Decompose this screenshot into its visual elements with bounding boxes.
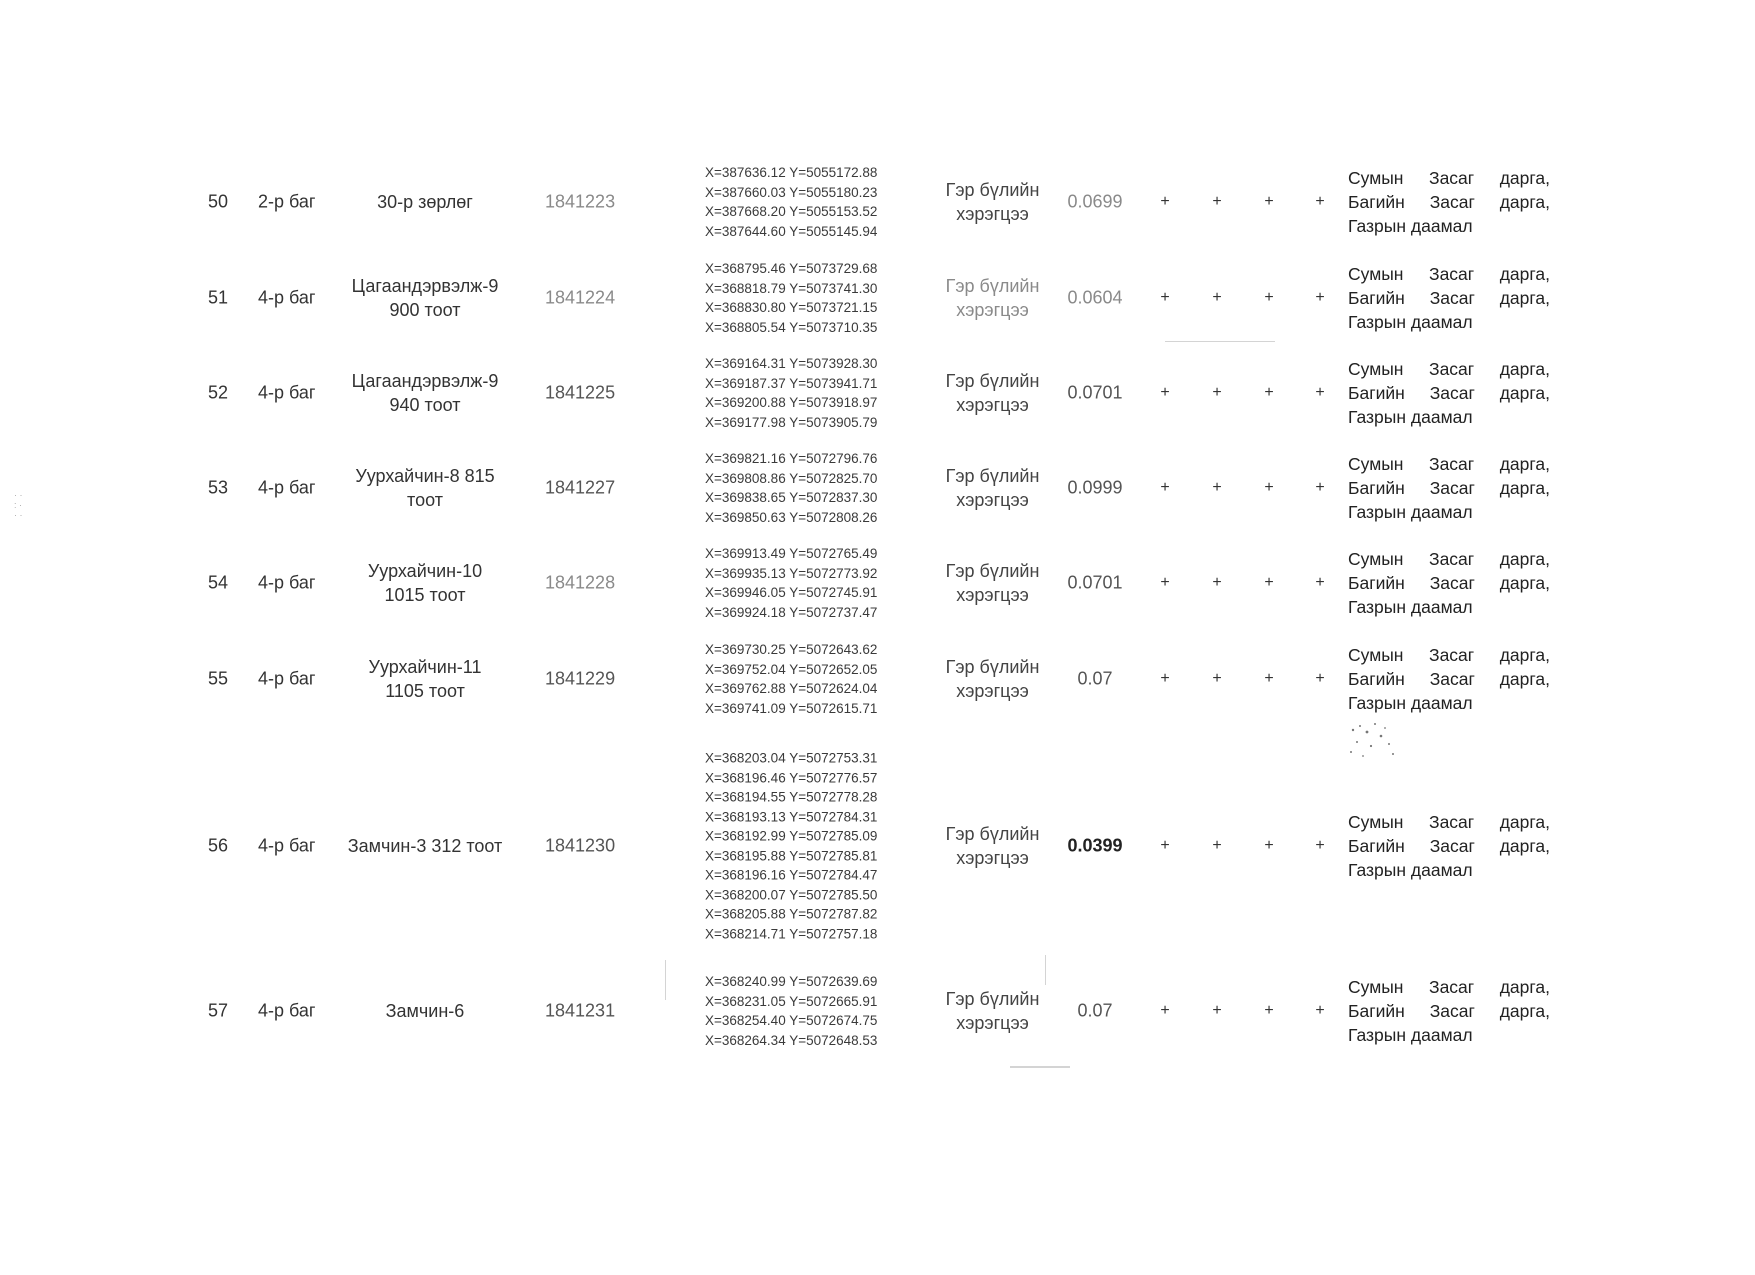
official-word: Сумын: [1348, 168, 1404, 188]
official-word: Газрын даамал: [1348, 312, 1473, 332]
responsible-officials: [1348, 810, 1550, 882]
official-word: Засаг: [1429, 812, 1475, 832]
coordinate-pair: X=368264.34 Y=5072648.53: [705, 1032, 878, 1048]
official-line: [1348, 166, 1550, 190]
official-line: [1348, 190, 1550, 214]
purpose-line: хэрэгцээ: [956, 204, 1029, 224]
official-word: Засаг: [1429, 288, 1475, 308]
land-purpose: [930, 559, 1055, 607]
scan-line-artifact: [1045, 955, 1046, 985]
parcel-id: 1841227: [545, 477, 616, 498]
official-word: Сумын: [1348, 977, 1404, 997]
coordinates-list: [705, 259, 915, 337]
purpose-line: Гэр бүлийн: [945, 180, 1040, 200]
official-word: дарга,: [1499, 573, 1550, 593]
coordinate-pair: X=369762.88 Y=5072624.04: [705, 681, 878, 696]
coordinate-pair: X=387660.03 Y=5055180.23: [705, 184, 878, 200]
coordinates-list: [705, 972, 915, 1050]
area-hectares: 0.0399: [1067, 835, 1123, 856]
official-line: [1348, 571, 1550, 595]
purpose-line: Гэр бүлийн: [945, 561, 1040, 581]
official-word: Багийн: [1348, 288, 1405, 308]
approval-mark: +: [1264, 670, 1274, 687]
area-hectares: 0.0701: [1067, 572, 1123, 593]
approval-mark: +: [1264, 193, 1274, 210]
official-word: дарга,: [1499, 836, 1550, 856]
parcel-id: 1841228: [545, 572, 616, 593]
address-line: Замчин-6: [385, 1001, 465, 1021]
approval-mark: +: [1212, 1002, 1222, 1019]
approval-mark: +: [1212, 479, 1222, 496]
address-cell: [335, 369, 515, 417]
coordinates-list: [705, 449, 915, 527]
approval-mark: +: [1160, 289, 1170, 306]
address-cell: [335, 834, 515, 858]
official-line: [1348, 858, 1550, 882]
approval-mark: +: [1315, 479, 1325, 496]
official-word: Багийн: [1348, 573, 1405, 593]
address-line: 1105 тоот: [385, 681, 465, 701]
approval-mark: +: [1315, 1002, 1325, 1019]
coordinate-pair: X=368818.79 Y=5073741.30: [705, 280, 878, 296]
purpose-line: хэрэгцээ: [956, 585, 1029, 605]
official-word: Засаг: [1429, 192, 1475, 212]
official-word: Газрын даамал: [1348, 407, 1473, 427]
official-word: Засаг: [1429, 264, 1475, 284]
official-word: Засаг: [1429, 168, 1475, 188]
official-word: Засаг: [1429, 383, 1475, 403]
approval-mark: +: [1315, 837, 1325, 854]
coordinate-pair: X=368196.16 Y=5072784.47: [705, 867, 878, 883]
official-line: [1348, 214, 1550, 238]
official-word: Багийн: [1348, 836, 1405, 856]
area-hectares: 0.0699: [1067, 191, 1123, 212]
official-word: Засаг: [1429, 669, 1475, 689]
coordinates-list: [705, 640, 915, 718]
official-line: [1348, 405, 1550, 429]
address-cell: [335, 190, 515, 214]
official-line: [1348, 381, 1550, 405]
bag-name: 4-р баг: [258, 572, 316, 593]
official-line: [1348, 1023, 1550, 1047]
bag-name: 4-р баг: [258, 287, 316, 308]
coordinate-pair: X=368194.55 Y=5072778.28: [705, 789, 878, 805]
approval-mark: +: [1160, 574, 1170, 591]
approval-mark: +: [1315, 193, 1325, 210]
official-word: Засаг: [1429, 1001, 1475, 1021]
official-line: [1348, 810, 1550, 834]
approval-mark: +: [1264, 289, 1274, 306]
official-word: Засаг: [1429, 549, 1475, 569]
purpose-line: хэрэгцээ: [956, 490, 1029, 510]
approval-mark: +: [1212, 670, 1222, 687]
coordinate-pair: X=369913.49 Y=5072765.49: [705, 546, 878, 561]
approval-mark: +: [1212, 837, 1222, 854]
coordinate-pair: X=369177.98 Y=5073905.79: [705, 414, 878, 430]
area-hectares: 0.07: [1077, 668, 1113, 689]
responsible-officials: [1348, 975, 1550, 1047]
approval-mark: +: [1264, 837, 1274, 854]
responsible-officials: [1348, 643, 1550, 715]
coordinates-list: [705, 163, 915, 241]
parcel-id: 1841229: [545, 668, 616, 689]
official-line: [1348, 452, 1550, 476]
coordinate-pair: X=369752.04 Y=5072652.05: [705, 661, 878, 677]
scan-line-artifact: [1010, 1066, 1070, 1068]
land-purpose: [930, 369, 1055, 417]
official-word: Газрын даамал: [1348, 1025, 1473, 1045]
address-line: 30-р зөрлөг: [377, 192, 473, 212]
area-hectares: 0.07: [1077, 1000, 1113, 1021]
official-line: [1348, 357, 1550, 381]
official-word: дарга,: [1499, 549, 1550, 569]
row-number: 50: [208, 191, 229, 212]
coordinates-list: [705, 354, 915, 432]
bag-name: 4-р баг: [258, 382, 316, 403]
address-line: Замчин-3 312 тоот: [347, 836, 503, 856]
land-purpose: [930, 178, 1055, 226]
responsible-officials: [1348, 357, 1550, 429]
responsible-officials: [1348, 166, 1550, 238]
official-word: дарга,: [1499, 383, 1550, 403]
responsible-officials: [1348, 262, 1550, 334]
address-cell: [335, 274, 515, 322]
purpose-line: Гэр бүлийн: [945, 824, 1040, 844]
scan-line-artifact: [665, 960, 666, 1000]
coordinate-pair: X=369187.37 Y=5073941.71: [705, 375, 878, 391]
coordinate-pair: X=369935.13 Y=5072773.92: [705, 565, 878, 581]
parcel-id: 1841231: [545, 1000, 616, 1021]
coordinate-pair: X=387636.12 Y=5055172.88: [705, 165, 878, 180]
official-word: Сумын: [1348, 645, 1404, 665]
address-line: Уурхайчин-10: [367, 561, 483, 581]
official-word: дарга,: [1499, 454, 1550, 474]
address-line: Цагаандэрвэлж-9: [351, 371, 499, 391]
official-word: дарга,: [1499, 977, 1550, 997]
official-word: Газрын даамал: [1348, 693, 1473, 713]
official-line: [1348, 643, 1550, 667]
official-word: Засаг: [1429, 359, 1475, 379]
address-cell: [335, 464, 515, 512]
address-cell: [335, 559, 515, 607]
area-hectares: 0.0999: [1067, 477, 1123, 498]
area-hectares: 0.0701: [1067, 382, 1123, 403]
address-line: Цагаандэрвэлж-9: [351, 276, 499, 296]
official-word: Засаг: [1429, 645, 1475, 665]
coordinate-pair: X=369164.31 Y=5073928.30: [705, 356, 878, 371]
parcel-id: 1841224: [545, 287, 616, 308]
official-word: Сумын: [1348, 549, 1404, 569]
row-number: 56: [208, 835, 229, 856]
address-line: 940 тоот: [389, 395, 461, 415]
official-line: [1348, 667, 1550, 691]
approval-mark: +: [1212, 384, 1222, 401]
coordinate-pair: X=369808.86 Y=5072825.70: [705, 470, 878, 486]
official-word: Засаг: [1429, 478, 1475, 498]
purpose-line: Гэр бүлийн: [945, 276, 1040, 296]
official-line: [1348, 547, 1550, 571]
parcel-id: 1841230: [545, 835, 616, 856]
bag-name: 4-р баг: [258, 477, 316, 498]
purpose-line: хэрэгцээ: [956, 300, 1029, 320]
coordinate-pair: X=369946.05 Y=5072745.91: [705, 585, 878, 600]
bag-name: 4-р баг: [258, 668, 316, 689]
official-line: [1348, 286, 1550, 310]
coordinate-pair: X=369200.88 Y=5073918.97: [705, 395, 878, 410]
approval-mark: +: [1212, 574, 1222, 591]
purpose-line: хэрэгцээ: [956, 395, 1029, 415]
address-cell: [335, 999, 515, 1023]
row-number: 54: [208, 572, 229, 593]
coordinate-pair: X=368254.40 Y=5072674.75: [705, 1013, 878, 1028]
coordinate-pair: X=368193.13 Y=5072784.31: [705, 809, 878, 824]
coordinates-list: [705, 544, 915, 622]
row-number: 52: [208, 382, 229, 403]
row-number: 57: [208, 1000, 229, 1021]
coordinate-pair: X=368195.88 Y=5072785.81: [705, 848, 878, 863]
coordinate-pair: X=368214.71 Y=5072757.18: [705, 926, 878, 941]
official-word: Засаг: [1429, 454, 1475, 474]
official-word: дарга,: [1499, 812, 1550, 832]
official-word: Багийн: [1348, 192, 1405, 212]
official-word: дарга,: [1499, 1001, 1550, 1021]
ink-smudge-mark: [1345, 718, 1425, 768]
purpose-line: Гэр бүлийн: [945, 371, 1040, 391]
coordinates-list: [705, 749, 915, 944]
coordinate-pair: X=368200.07 Y=5072785.50: [705, 887, 878, 902]
responsible-officials: [1348, 452, 1550, 524]
official-word: Засаг: [1429, 573, 1475, 593]
approval-mark: +: [1315, 574, 1325, 591]
approval-mark: +: [1160, 837, 1170, 854]
official-word: Газрын даамал: [1348, 860, 1473, 880]
approval-mark: +: [1160, 193, 1170, 210]
coordinate-pair: X=368830.80 Y=5073721.15: [705, 300, 878, 315]
official-word: дарга,: [1499, 669, 1550, 689]
coordinate-pair: X=369924.18 Y=5072737.47: [705, 604, 878, 620]
coordinate-pair: X=387644.60 Y=5055145.94: [705, 223, 878, 239]
coordinate-pair: X=368795.46 Y=5073729.68: [705, 261, 878, 276]
official-word: дарга,: [1499, 264, 1550, 284]
coordinate-pair: X=368231.05 Y=5072665.91: [705, 993, 878, 1009]
approval-mark: +: [1264, 574, 1274, 591]
official-word: Сумын: [1348, 264, 1404, 284]
row-number: 55: [208, 668, 229, 689]
approval-mark: +: [1160, 1002, 1170, 1019]
coordinate-pair: X=368203.04 Y=5072753.31: [705, 750, 878, 766]
scan-line-artifact: [1165, 341, 1275, 342]
approval-mark: +: [1160, 384, 1170, 401]
approval-mark: +: [1315, 289, 1325, 306]
area-hectares: 0.0604: [1067, 287, 1123, 308]
official-word: дарга,: [1499, 478, 1550, 498]
purpose-line: Гэр бүлийн: [945, 466, 1040, 486]
address-line: 1015 тоот: [384, 585, 466, 605]
approval-mark: +: [1264, 384, 1274, 401]
official-word: Засаг: [1429, 836, 1475, 856]
coordinate-pair: X=369730.25 Y=5072643.62: [705, 642, 878, 657]
coordinate-pair: X=369850.63 Y=5072808.26: [705, 509, 878, 525]
address-line: тоот: [407, 490, 443, 510]
land-purpose: [930, 655, 1055, 703]
official-word: Засаг: [1429, 977, 1475, 997]
official-line: [1348, 310, 1550, 334]
coordinate-pair: X=368192.99 Y=5072785.09: [705, 828, 878, 844]
approval-mark: +: [1160, 670, 1170, 687]
official-line: [1348, 834, 1550, 858]
official-word: Багийн: [1348, 1001, 1405, 1021]
coordinate-pair: X=368240.99 Y=5072639.69: [705, 974, 878, 989]
row-number: 51: [208, 287, 229, 308]
official-word: Багийн: [1348, 383, 1405, 403]
official-line: [1348, 500, 1550, 524]
coordinate-pair: X=368205.88 Y=5072787.82: [705, 906, 878, 922]
land-purpose: [930, 464, 1055, 512]
official-word: Багийн: [1348, 669, 1405, 689]
bag-name: 2-р баг: [258, 191, 316, 212]
official-word: дарга,: [1499, 645, 1550, 665]
coordinate-pair: X=368196.46 Y=5072776.57: [705, 770, 878, 785]
purpose-line: Гэр бүлийн: [945, 657, 1040, 677]
coordinate-pair: X=369838.65 Y=5072837.30: [705, 490, 878, 505]
purpose-line: Гэр бүлийн: [945, 989, 1040, 1009]
scan-margin-artifact: · · : · · ·: [14, 490, 23, 520]
official-word: дарга,: [1499, 359, 1550, 379]
approval-mark: +: [1264, 479, 1274, 496]
official-word: Газрын даамал: [1348, 597, 1473, 617]
official-word: Газрын даамал: [1348, 502, 1473, 522]
parcel-id: 1841223: [545, 191, 616, 212]
land-purpose: [930, 987, 1055, 1035]
purpose-line: хэрэгцээ: [956, 1013, 1029, 1033]
official-line: [1348, 476, 1550, 500]
approval-mark: +: [1160, 479, 1170, 496]
official-line: [1348, 999, 1550, 1023]
official-word: Сумын: [1348, 812, 1404, 832]
official-word: дарга,: [1499, 168, 1550, 188]
official-line: [1348, 975, 1550, 999]
official-word: Газрын даамал: [1348, 216, 1473, 236]
official-word: дарга,: [1499, 288, 1550, 308]
approval-mark: +: [1315, 384, 1325, 401]
address-line: 900 тоот: [389, 300, 461, 320]
official-word: дарга,: [1499, 192, 1550, 212]
land-purpose: [930, 822, 1055, 870]
bag-name: 4-р баг: [258, 1000, 316, 1021]
official-line: [1348, 262, 1550, 286]
approval-mark: +: [1212, 289, 1222, 306]
purpose-line: хэрэгцээ: [956, 848, 1029, 868]
official-line: [1348, 691, 1550, 715]
coordinate-pair: X=387668.20 Y=5055153.52: [705, 204, 878, 219]
address-line: Уурхайчин-8 815: [355, 466, 495, 486]
address-cell: [335, 655, 515, 703]
row-number: 53: [208, 477, 229, 498]
approval-mark: +: [1315, 670, 1325, 687]
coordinate-pair: X=369821.16 Y=5072796.76: [705, 451, 878, 466]
land-purpose: [930, 274, 1055, 322]
official-word: Сумын: [1348, 359, 1404, 379]
parcel-id: 1841225: [545, 382, 616, 403]
purpose-line: хэрэгцээ: [956, 681, 1029, 701]
bag-name: 4-р баг: [258, 835, 316, 856]
approval-mark: +: [1264, 1002, 1274, 1019]
address-line: Уурхайчин-11: [368, 657, 482, 677]
official-word: Багийн: [1348, 478, 1405, 498]
coordinate-pair: X=368805.54 Y=5073710.35: [705, 319, 878, 335]
approval-mark: +: [1212, 193, 1222, 210]
official-word: Сумын: [1348, 454, 1404, 474]
coordinate-pair: X=369741.09 Y=5072615.71: [705, 700, 878, 716]
responsible-officials: [1348, 547, 1550, 619]
official-line: [1348, 595, 1550, 619]
